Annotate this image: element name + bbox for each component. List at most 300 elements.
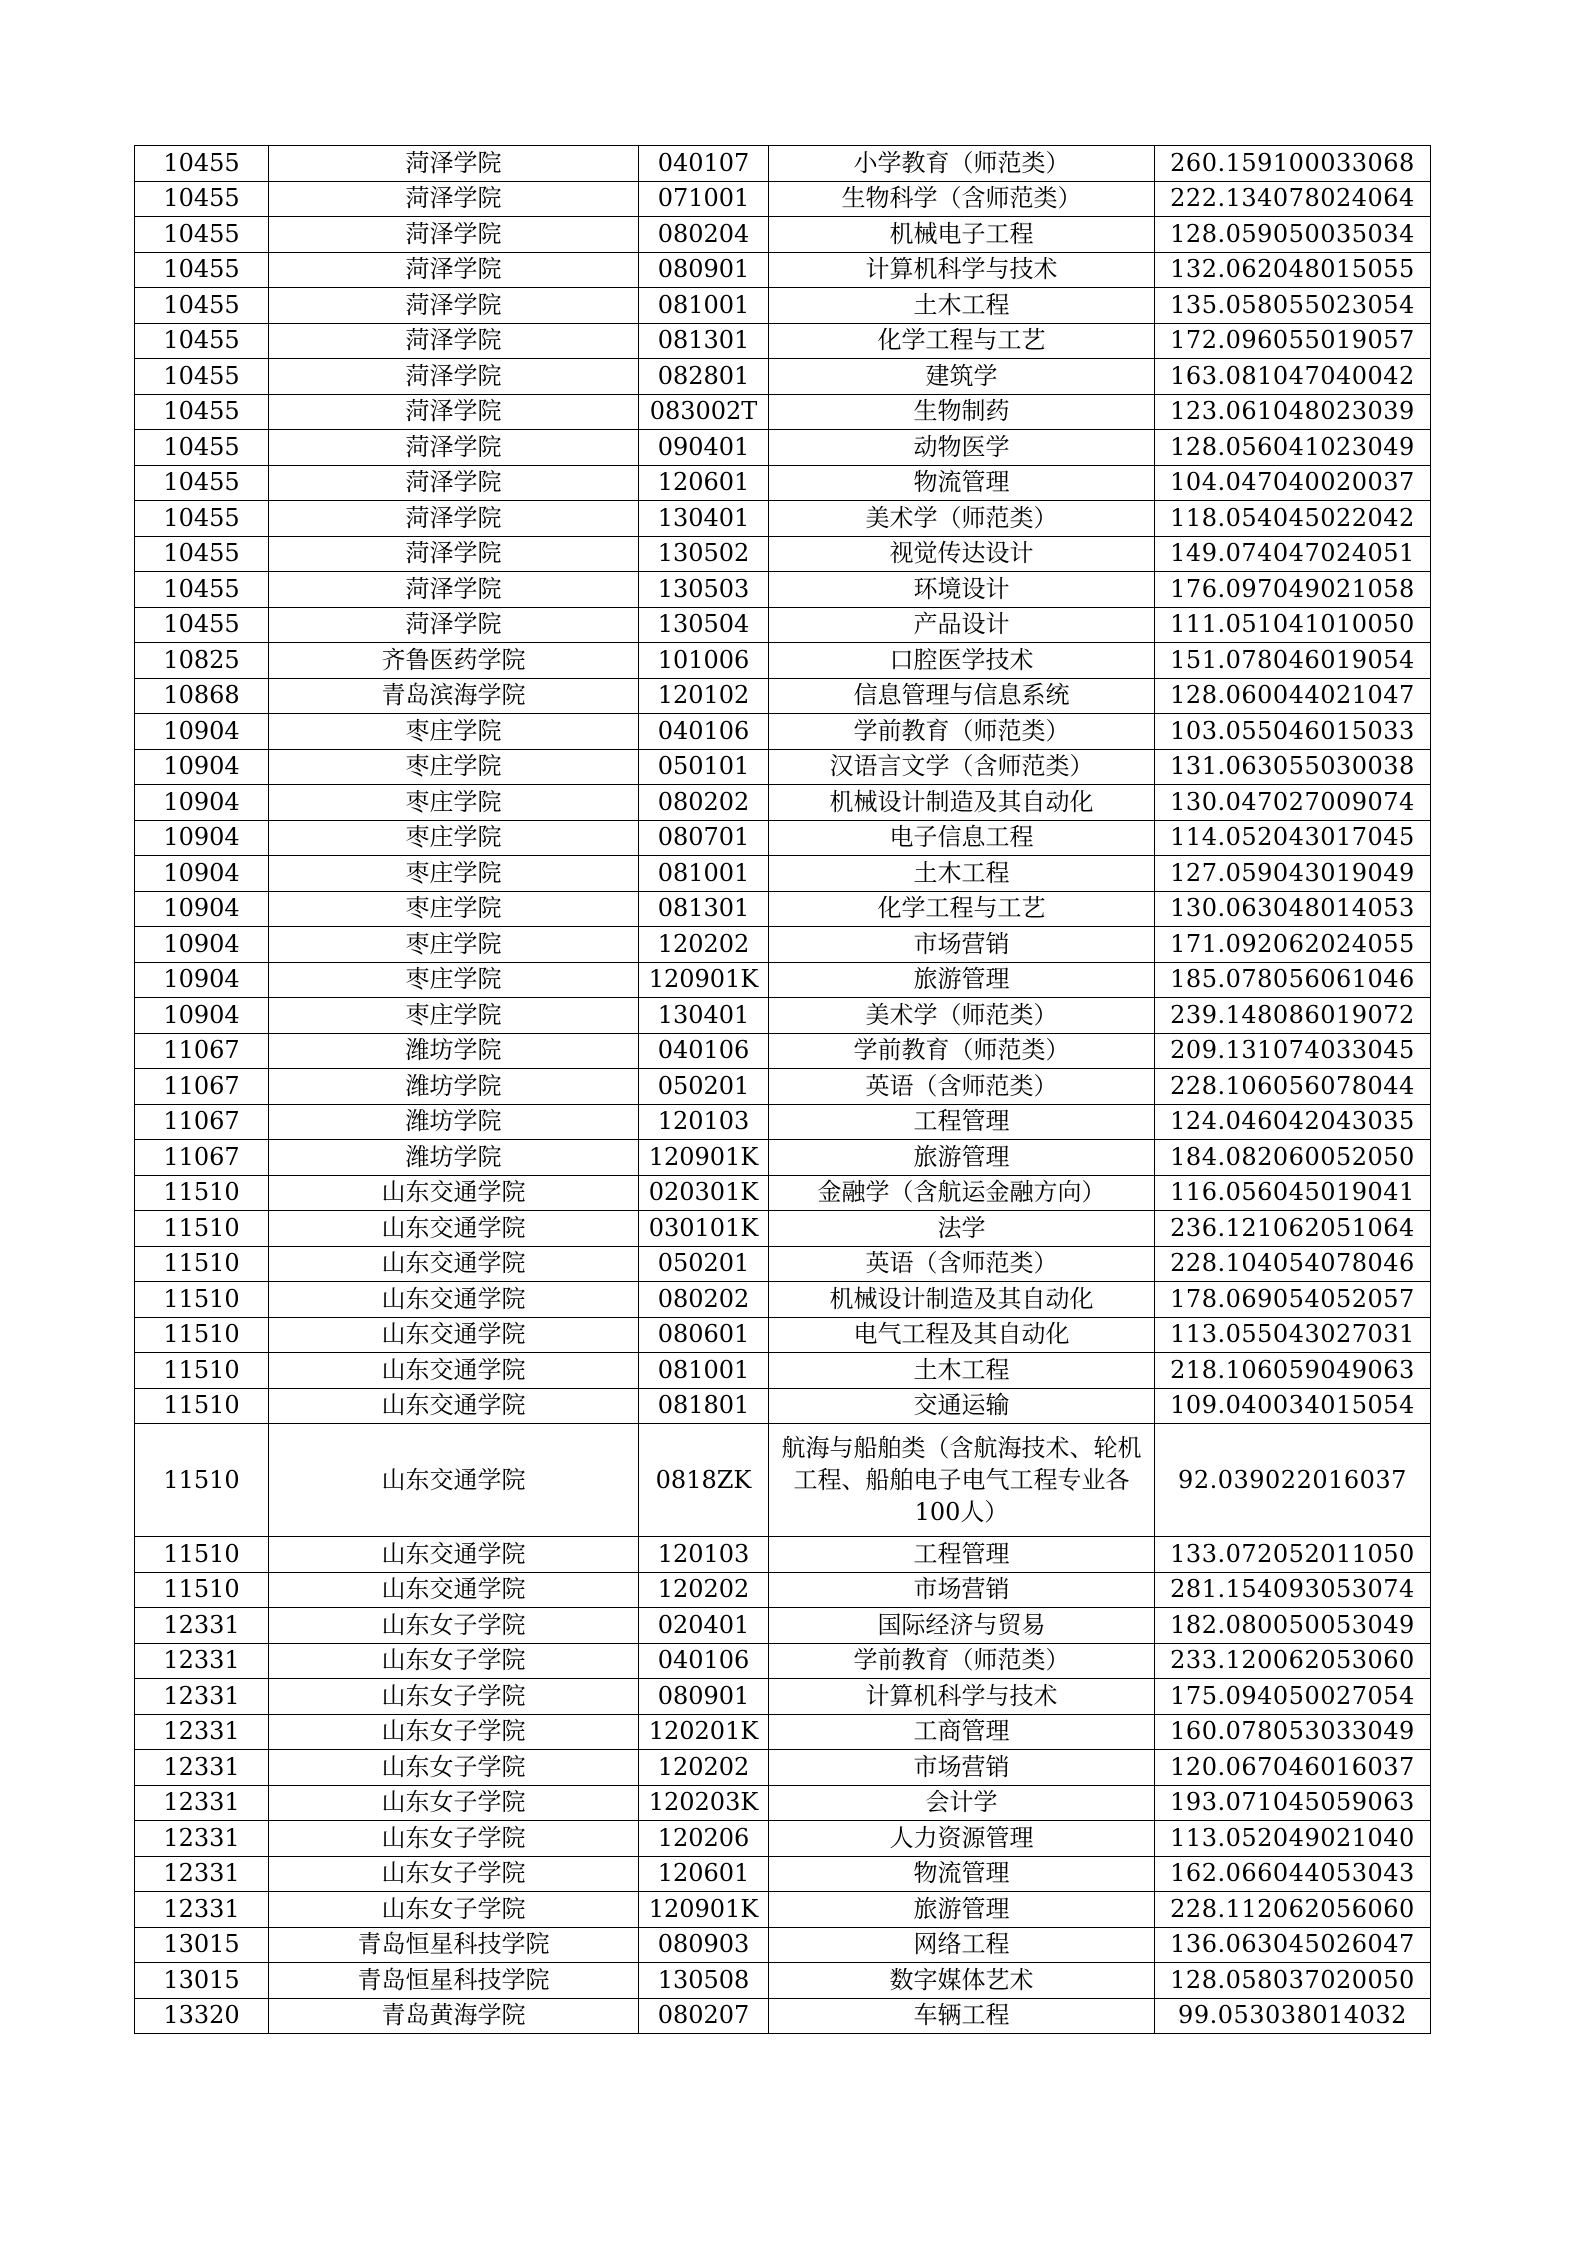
major-name-cell: 机械设计制造及其自动化: [769, 1282, 1155, 1318]
major-code-cell: 120202: [639, 927, 769, 963]
score-cell: 222.134078024064: [1155, 181, 1431, 217]
score-cell: 185.078056061046: [1155, 962, 1431, 998]
table-row: [135, 1927, 1431, 1963]
table-row: [135, 678, 1431, 714]
school-code-cell: 10455: [135, 394, 269, 430]
major-code-cell: 120901K: [639, 962, 769, 998]
table-row: [135, 288, 1431, 324]
school-name-cell: 山东女子学院: [269, 1608, 639, 1644]
score-cell: 175.094050027054: [1155, 1679, 1431, 1715]
school-code-cell: 11510: [135, 1211, 269, 1247]
school-code-cell: 13320: [135, 1998, 269, 2034]
school-code-cell: 11510: [135, 1246, 269, 1282]
major-name-cell: 旅游管理: [769, 1892, 1155, 1928]
table-row: [135, 430, 1431, 466]
school-name-cell: 菏泽学院: [269, 394, 639, 430]
major-code-cell: 081801: [639, 1388, 769, 1424]
school-name-cell: 枣庄学院: [269, 749, 639, 785]
major-name-cell: 生物制药: [769, 394, 1155, 430]
table-row: [135, 501, 1431, 537]
major-code-cell: 130503: [639, 572, 769, 608]
score-cell: 135.058055023054: [1155, 288, 1431, 324]
school-code-cell: 10455: [135, 501, 269, 537]
school-name-cell: 枣庄学院: [269, 785, 639, 821]
school-name-cell: 菏泽学院: [269, 501, 639, 537]
school-name-cell: 山东交通学院: [269, 1424, 639, 1537]
school-code-cell: 12331: [135, 1785, 269, 1821]
score-cell: 128.059050035034: [1155, 217, 1431, 253]
major-code-cell: 040107: [639, 146, 769, 182]
major-name-cell: 法学: [769, 1211, 1155, 1247]
school-name-cell: 齐鲁医药学院: [269, 643, 639, 679]
major-name-cell: 计算机科学与技术: [769, 252, 1155, 288]
school-name-cell: 山东女子学院: [269, 1714, 639, 1750]
major-code-cell: 071001: [639, 181, 769, 217]
school-code-cell: 10455: [135, 536, 269, 572]
major-code-cell: 050201: [639, 1246, 769, 1282]
score-cell: 132.062048015055: [1155, 252, 1431, 288]
school-name-cell: 枣庄学院: [269, 820, 639, 856]
major-code-cell: 120202: [639, 1750, 769, 1786]
table-row: [135, 1856, 1431, 1892]
score-cell: 160.078053033049: [1155, 1714, 1431, 1750]
major-code-cell: 120202: [639, 1572, 769, 1608]
major-code-cell: 082801: [639, 359, 769, 395]
school-code-cell: 13015: [135, 1927, 269, 1963]
table-row: [135, 643, 1431, 679]
major-code-cell: 083002T: [639, 394, 769, 430]
school-code-cell: 10904: [135, 891, 269, 927]
admission-table: [134, 145, 1431, 2034]
school-name-cell: 山东交通学院: [269, 1282, 639, 1318]
major-code-cell: 080701: [639, 820, 769, 856]
school-code-cell: 11067: [135, 1140, 269, 1176]
score-cell: 124.046042043035: [1155, 1104, 1431, 1140]
school-name-cell: 枣庄学院: [269, 927, 639, 963]
major-name-cell: 航海与船舶类（含航海技术、轮机工程、船舶电子电气工程专业各100人）: [769, 1424, 1155, 1537]
major-name-cell: 土木工程: [769, 288, 1155, 324]
major-code-cell: 120901K: [639, 1140, 769, 1176]
table-row: [135, 1317, 1431, 1353]
major-name-cell: 动物医学: [769, 430, 1155, 466]
major-code-cell: 050201: [639, 1069, 769, 1105]
school-name-cell: 枣庄学院: [269, 891, 639, 927]
major-name-cell: 土木工程: [769, 1353, 1155, 1389]
school-name-cell: 菏泽学院: [269, 252, 639, 288]
school-code-cell: 12331: [135, 1856, 269, 1892]
school-name-cell: 菏泽学院: [269, 465, 639, 501]
score-cell: 136.063045026047: [1155, 1927, 1431, 1963]
table-row: [135, 1175, 1431, 1211]
table-row: [135, 359, 1431, 395]
table-row: [135, 1282, 1431, 1318]
school-name-cell: 山东女子学院: [269, 1643, 639, 1679]
school-code-cell: 10455: [135, 430, 269, 466]
major-code-cell: 120206: [639, 1821, 769, 1857]
score-cell: 171.092062024055: [1155, 927, 1431, 963]
major-code-cell: 030101K: [639, 1211, 769, 1247]
school-code-cell: 12331: [135, 1892, 269, 1928]
major-code-cell: 130508: [639, 1963, 769, 1999]
school-code-cell: 11067: [135, 1033, 269, 1069]
school-code-cell: 11510: [135, 1317, 269, 1353]
major-name-cell: 工程管理: [769, 1537, 1155, 1573]
major-name-cell: 学前教育（师范类）: [769, 1033, 1155, 1069]
major-name-cell: 土木工程: [769, 856, 1155, 892]
school-name-cell: 枣庄学院: [269, 856, 639, 892]
major-code-cell: 120601: [639, 1856, 769, 1892]
table-row: [135, 1353, 1431, 1389]
major-code-cell: 081001: [639, 856, 769, 892]
school-name-cell: 青岛滨海学院: [269, 678, 639, 714]
score-cell: 172.096055019057: [1155, 323, 1431, 359]
score-cell: 236.121062051064: [1155, 1211, 1431, 1247]
major-code-cell: 080601: [639, 1317, 769, 1353]
score-cell: 131.063055030038: [1155, 749, 1431, 785]
school-name-cell: 山东交通学院: [269, 1353, 639, 1389]
score-cell: 99.053038014032: [1155, 1998, 1431, 2034]
score-cell: 128.056041023049: [1155, 430, 1431, 466]
school-code-cell: 10904: [135, 856, 269, 892]
major-name-cell: 交通运输: [769, 1388, 1155, 1424]
school-code-cell: 12331: [135, 1643, 269, 1679]
major-name-cell: 学前教育（师范类）: [769, 1643, 1155, 1679]
school-name-cell: 青岛黄海学院: [269, 1998, 639, 2034]
school-name-cell: 山东女子学院: [269, 1679, 639, 1715]
major-code-cell: 081301: [639, 323, 769, 359]
school-code-cell: 12331: [135, 1608, 269, 1644]
school-name-cell: 菏泽学院: [269, 181, 639, 217]
school-name-cell: 山东交通学院: [269, 1388, 639, 1424]
major-code-cell: 050101: [639, 749, 769, 785]
major-name-cell: 电气工程及其自动化: [769, 1317, 1155, 1353]
score-cell: 218.106059049063: [1155, 1353, 1431, 1389]
school-name-cell: 菏泽学院: [269, 217, 639, 253]
school-name-cell: 菏泽学院: [269, 359, 639, 395]
score-cell: 193.071045059063: [1155, 1785, 1431, 1821]
score-cell: 128.058037020050: [1155, 1963, 1431, 1999]
major-name-cell: 旅游管理: [769, 962, 1155, 998]
table-row: [135, 749, 1431, 785]
table-row: [135, 1714, 1431, 1750]
major-name-cell: 人力资源管理: [769, 1821, 1155, 1857]
table-row: [135, 927, 1431, 963]
score-cell: 228.106056078044: [1155, 1069, 1431, 1105]
school-name-cell: 青岛恒星科技学院: [269, 1927, 639, 1963]
school-name-cell: 菏泽学院: [269, 607, 639, 643]
score-cell: 113.052049021040: [1155, 1821, 1431, 1857]
score-cell: 130.063048014053: [1155, 891, 1431, 927]
major-name-cell: 工商管理: [769, 1714, 1155, 1750]
school-code-cell: 11510: [135, 1537, 269, 1573]
table-row: [135, 323, 1431, 359]
score-cell: 149.074047024051: [1155, 536, 1431, 572]
major-code-cell: 040106: [639, 1643, 769, 1679]
school-code-cell: 12331: [135, 1750, 269, 1786]
table-row: [135, 465, 1431, 501]
major-code-cell: 080207: [639, 1998, 769, 2034]
major-name-cell: 学前教育（师范类）: [769, 714, 1155, 750]
major-name-cell: 市场营销: [769, 1572, 1155, 1608]
major-name-cell: 机械电子工程: [769, 217, 1155, 253]
score-cell: 109.040034015054: [1155, 1388, 1431, 1424]
major-code-cell: 020301K: [639, 1175, 769, 1211]
score-cell: 151.078046019054: [1155, 643, 1431, 679]
table-row: [135, 1140, 1431, 1176]
score-cell: 104.047040020037: [1155, 465, 1431, 501]
score-cell: 260.159100033068: [1155, 146, 1431, 182]
school-code-cell: 10904: [135, 927, 269, 963]
major-name-cell: 市场营销: [769, 1750, 1155, 1786]
table-row: [135, 1572, 1431, 1608]
score-cell: 92.039022016037: [1155, 1424, 1431, 1537]
school-code-cell: 10455: [135, 465, 269, 501]
school-code-cell: 10455: [135, 146, 269, 182]
score-cell: 228.112062056060: [1155, 1892, 1431, 1928]
table-row: [135, 962, 1431, 998]
table-row: [135, 1963, 1431, 1999]
major-code-cell: 130504: [639, 607, 769, 643]
school-name-cell: 山东女子学院: [269, 1892, 639, 1928]
major-code-cell: 081301: [639, 891, 769, 927]
major-code-cell: 120201K: [639, 1714, 769, 1750]
major-name-cell: 化学工程与工艺: [769, 323, 1155, 359]
school-code-cell: 10904: [135, 785, 269, 821]
table-row: [135, 998, 1431, 1034]
major-code-cell: 080202: [639, 1282, 769, 1318]
school-name-cell: 菏泽学院: [269, 536, 639, 572]
major-name-cell: 美术学（师范类）: [769, 501, 1155, 537]
school-name-cell: 山东女子学院: [269, 1821, 639, 1857]
major-name-cell: 电子信息工程: [769, 820, 1155, 856]
major-code-cell: 081001: [639, 1353, 769, 1389]
school-name-cell: 山东女子学院: [269, 1750, 639, 1786]
school-code-cell: 12331: [135, 1821, 269, 1857]
score-cell: 111.051041010050: [1155, 607, 1431, 643]
school-name-cell: 菏泽学院: [269, 572, 639, 608]
major-code-cell: 081001: [639, 288, 769, 324]
major-code-cell: 080204: [639, 217, 769, 253]
table-row: [135, 714, 1431, 750]
school-name-cell: 青岛恒星科技学院: [269, 1963, 639, 1999]
major-code-cell: 040106: [639, 714, 769, 750]
school-code-cell: 11510: [135, 1572, 269, 1608]
school-code-cell: 10455: [135, 359, 269, 395]
school-name-cell: 山东女子学院: [269, 1856, 639, 1892]
score-cell: 162.066044053043: [1155, 1856, 1431, 1892]
major-code-cell: 130401: [639, 998, 769, 1034]
major-name-cell: 国际经济与贸易: [769, 1608, 1155, 1644]
school-code-cell: 12331: [135, 1679, 269, 1715]
major-code-cell: 120103: [639, 1104, 769, 1140]
major-name-cell: 网络工程: [769, 1927, 1155, 1963]
school-code-cell: 11510: [135, 1175, 269, 1211]
major-code-cell: 120601: [639, 465, 769, 501]
table-row: [135, 1537, 1431, 1573]
major-name-cell: 建筑学: [769, 359, 1155, 395]
table-row: [135, 1821, 1431, 1857]
major-name-cell: 产品设计: [769, 607, 1155, 643]
score-cell: 239.148086019072: [1155, 998, 1431, 1034]
school-name-cell: 菏泽学院: [269, 288, 639, 324]
major-name-cell: 会计学: [769, 1785, 1155, 1821]
school-name-cell: 菏泽学院: [269, 430, 639, 466]
score-cell: 113.055043027031: [1155, 1317, 1431, 1353]
school-code-cell: 10455: [135, 572, 269, 608]
school-name-cell: 枣庄学院: [269, 714, 639, 750]
major-code-cell: 120901K: [639, 1892, 769, 1928]
school-code-cell: 10904: [135, 749, 269, 785]
major-code-cell: 090401: [639, 430, 769, 466]
school-code-cell: 11510: [135, 1282, 269, 1318]
major-name-cell: 工程管理: [769, 1104, 1155, 1140]
school-name-cell: 潍坊学院: [269, 1140, 639, 1176]
score-cell: 123.061048023039: [1155, 394, 1431, 430]
score-cell: 133.072052011050: [1155, 1537, 1431, 1573]
major-name-cell: 环境设计: [769, 572, 1155, 608]
school-code-cell: 10455: [135, 217, 269, 253]
table-row: [135, 1069, 1431, 1105]
table-row: [135, 146, 1431, 182]
table-row: [135, 1998, 1431, 2034]
major-name-cell: 旅游管理: [769, 1140, 1155, 1176]
school-name-cell: 山东交通学院: [269, 1246, 639, 1282]
school-code-cell: 10455: [135, 607, 269, 643]
major-code-cell: 080903: [639, 1927, 769, 1963]
school-name-cell: 枣庄学院: [269, 962, 639, 998]
school-code-cell: 12331: [135, 1714, 269, 1750]
score-cell: 176.097049021058: [1155, 572, 1431, 608]
school-code-cell: 10904: [135, 998, 269, 1034]
score-cell: 118.054045022042: [1155, 501, 1431, 537]
major-name-cell: 计算机科学与技术: [769, 1679, 1155, 1715]
major-name-cell: 英语（含师范类）: [769, 1069, 1155, 1105]
school-name-cell: 山东交通学院: [269, 1537, 639, 1573]
school-code-cell: 10904: [135, 820, 269, 856]
school-code-cell: 11510: [135, 1353, 269, 1389]
score-cell: 228.104054078046: [1155, 1246, 1431, 1282]
school-code-cell: 10455: [135, 288, 269, 324]
table-row: [135, 394, 1431, 430]
score-cell: 178.069054052057: [1155, 1282, 1431, 1318]
table-row: [135, 1892, 1431, 1928]
major-name-cell: 金融学（含航运金融方向）: [769, 1175, 1155, 1211]
school-name-cell: 山东交通学院: [269, 1317, 639, 1353]
score-cell: 127.059043019049: [1155, 856, 1431, 892]
school-name-cell: 潍坊学院: [269, 1033, 639, 1069]
table-row: [135, 1424, 1431, 1537]
score-cell: 209.131074033045: [1155, 1033, 1431, 1069]
major-code-cell: 040106: [639, 1033, 769, 1069]
major-name-cell: 市场营销: [769, 927, 1155, 963]
major-name-cell: 物流管理: [769, 1856, 1155, 1892]
table-row: [135, 1033, 1431, 1069]
major-name-cell: 物流管理: [769, 465, 1155, 501]
score-cell: 233.120062053060: [1155, 1643, 1431, 1679]
major-name-cell: 车辆工程: [769, 1998, 1155, 2034]
table-row: [135, 1608, 1431, 1644]
score-cell: 120.067046016037: [1155, 1750, 1431, 1786]
major-name-cell: 数字媒体艺术: [769, 1963, 1155, 1999]
table-body: [135, 146, 1431, 2034]
school-name-cell: 菏泽学院: [269, 323, 639, 359]
table-row: [135, 252, 1431, 288]
score-cell: 182.080050053049: [1155, 1608, 1431, 1644]
school-name-cell: 潍坊学院: [269, 1069, 639, 1105]
score-cell: 281.154093053074: [1155, 1572, 1431, 1608]
table-row: [135, 1211, 1431, 1247]
major-name-cell: 美术学（师范类）: [769, 998, 1155, 1034]
table-row: [135, 181, 1431, 217]
major-code-cell: 120203K: [639, 1785, 769, 1821]
school-name-cell: 山东女子学院: [269, 1785, 639, 1821]
school-name-cell: 山东交通学院: [269, 1572, 639, 1608]
major-name-cell: 口腔医学技术: [769, 643, 1155, 679]
school-code-cell: 10455: [135, 252, 269, 288]
school-name-cell: 菏泽学院: [269, 146, 639, 182]
table-row: [135, 1679, 1431, 1715]
table-row: [135, 1785, 1431, 1821]
major-name-cell: 生物科学（含师范类）: [769, 181, 1155, 217]
table-row: [135, 1750, 1431, 1786]
table-row: [135, 572, 1431, 608]
school-code-cell: 11510: [135, 1388, 269, 1424]
major-name-cell: 机械设计制造及其自动化: [769, 785, 1155, 821]
major-code-cell: 130502: [639, 536, 769, 572]
table-row: [135, 1104, 1431, 1140]
score-cell: 163.081047040042: [1155, 359, 1431, 395]
table-row: [135, 785, 1431, 821]
school-name-cell: 潍坊学院: [269, 1104, 639, 1140]
major-name-cell: 视觉传达设计: [769, 536, 1155, 572]
major-name-cell: 汉语言文学（含师范类）: [769, 749, 1155, 785]
school-code-cell: 10904: [135, 962, 269, 998]
school-name-cell: 山东交通学院: [269, 1175, 639, 1211]
major-code-cell: 101006: [639, 643, 769, 679]
major-code-cell: 130401: [639, 501, 769, 537]
score-cell: 130.047027009074: [1155, 785, 1431, 821]
school-name-cell: 枣庄学院: [269, 998, 639, 1034]
table-row: [135, 607, 1431, 643]
school-code-cell: 13015: [135, 1963, 269, 1999]
school-code-cell: 11510: [135, 1424, 269, 1537]
major-code-cell: 080901: [639, 1679, 769, 1715]
school-code-cell: 10904: [135, 714, 269, 750]
school-code-cell: 11067: [135, 1104, 269, 1140]
table-row: [135, 1643, 1431, 1679]
major-code-cell: 080901: [639, 252, 769, 288]
major-code-cell: 020401: [639, 1608, 769, 1644]
school-name-cell: 山东交通学院: [269, 1211, 639, 1247]
table-row: [135, 536, 1431, 572]
major-code-cell: 120103: [639, 1537, 769, 1573]
major-name-cell: 信息管理与信息系统: [769, 678, 1155, 714]
score-cell: 114.052043017045: [1155, 820, 1431, 856]
table-row: [135, 820, 1431, 856]
school-code-cell: 10825: [135, 643, 269, 679]
school-code-cell: 10868: [135, 678, 269, 714]
score-cell: 128.060044021047: [1155, 678, 1431, 714]
table-row: [135, 1246, 1431, 1282]
school-code-cell: 11067: [135, 1069, 269, 1105]
school-code-cell: 10455: [135, 323, 269, 359]
table-row: [135, 1388, 1431, 1424]
major-code-cell: 120102: [639, 678, 769, 714]
table-row: [135, 856, 1431, 892]
table-row: [135, 891, 1431, 927]
score-cell: 116.056045019041: [1155, 1175, 1431, 1211]
major-name-cell: 化学工程与工艺: [769, 891, 1155, 927]
